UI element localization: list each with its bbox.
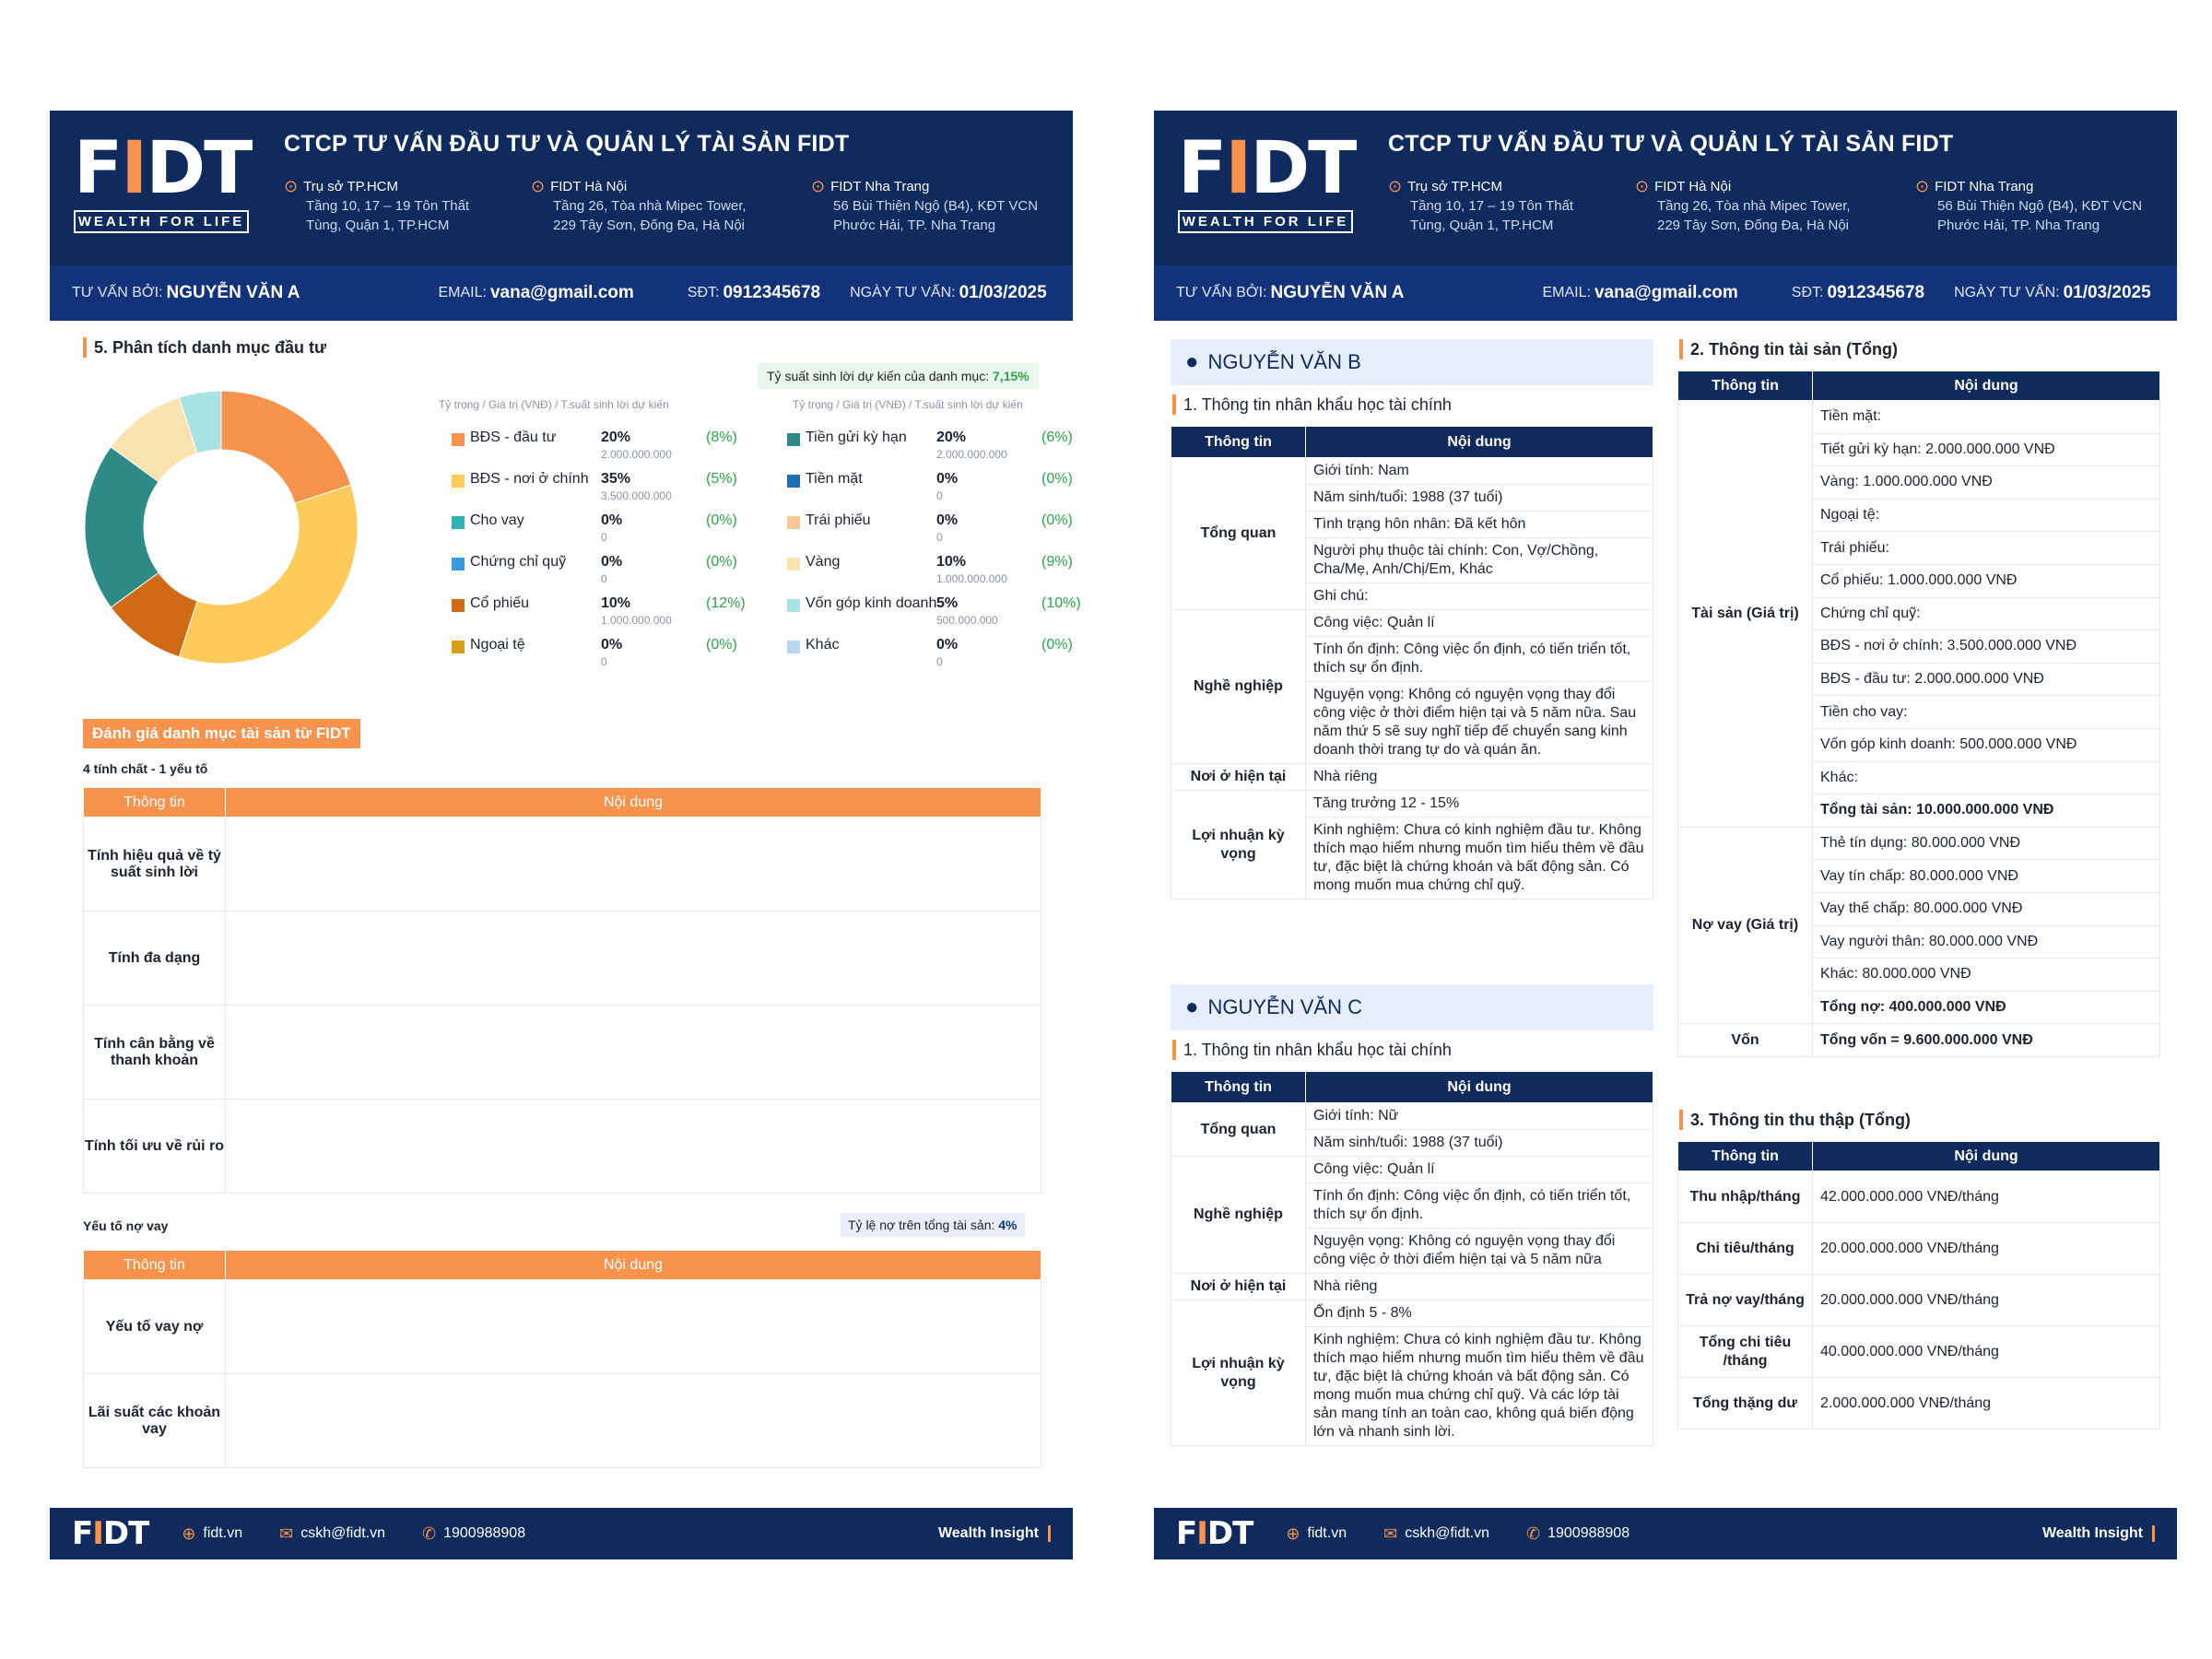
debt-total: Tổng nợ: 400.000.000 VNĐ [1813,991,2160,1024]
legend-label: Vốn góp kinh doanh [806,595,937,611]
assets-label: Tài sản (Giá trị) [1678,401,1813,828]
info-cell: Năm sinh/tuổi: 1988 (37 tuổi) [1306,485,1653,512]
asset-item: Trái phiếu: [1813,532,2160,565]
office-address: 56 Bùi Thiện Ngộ (B4), KĐT VCN [833,198,1039,214]
assets-table [1677,371,2160,1057]
email-text: cskh@fidt.vn [1405,1525,1490,1541]
mail-icon: ✉ [279,1524,294,1543]
row-label: Yếu tố vay nợ [84,1280,226,1374]
footer-email[interactable] [1383,1524,1489,1544]
expected-return-value: 7,15% [993,369,1030,383]
person-icon: ● [1185,994,1199,1019]
legend-return: (5%) [706,471,737,487]
legend-value: 3.500.000.000 [601,489,672,502]
asset-item: Vốn góp kinh doanh: 500.000.000 VNĐ [1813,728,2160,761]
company-name: CTCP TƯ VẤN ĐẦU TƯ VÀ QUẢN LÝ TÀI SẢN FIDT [284,131,850,157]
legend-swatch [787,475,800,488]
office-address: 229 Tây Sơn, Đống Đa, Hà Nội [553,218,746,233]
footer-phone[interactable] [1526,1524,1630,1544]
legend-item [787,511,1119,551]
legend-value: 0 [936,655,943,668]
advisor-name: NGUYỄN VĂN A [1270,283,1405,302]
footer-website[interactable] [182,1524,242,1544]
row-label: Tính cân bằng về thanh khoản [84,1006,226,1100]
info-cell: Kinh nghiệm: Chưa có kinh nghiệm đầu tư. Không thích mạo hiểm nhưng muốn tìm hiểu thêm về đầu tư, đặc biệt là chứng khoán và bất động sản. Có mong muốn mua chứng chỉ quỹ. [1306,818,1653,900]
office-title: FIDT Nha Trang [1935,179,2034,194]
legend-item [787,635,1119,676]
evaluation-table [83,787,1041,1194]
legend-value: 0 [601,531,607,544]
legend-value: 0 [601,655,607,668]
legend-label: Cổ phiếu [470,595,530,611]
row-label: Nghề nghiệp [1171,610,1306,764]
donut-slice [221,391,351,503]
location-pin-icon: ⊙ [1635,177,1650,195]
legend-label: Trái phiếu [806,512,871,528]
column-header-info: Thông tin [1171,1072,1306,1103]
footer-brand: Wealth Insight [938,1525,1051,1542]
advisor-bar [1154,265,2177,321]
table-row [84,1374,1041,1468]
office-hanoi [531,177,761,235]
office-title: FIDT Hà Nội [1654,179,1732,194]
legend-header: Tỷ trọng / Giá trị (VNĐ) / T.suất sinh lời dự kiến [793,398,1023,411]
date-label: NGÀY TƯ VẤN: [850,285,956,300]
info-cell: Tính ổn định: Công việc ổn định, có tiến triển tốt, thích sự ổn định. [1306,1183,1653,1229]
location-pin-icon: ⊙ [531,177,546,195]
debt-item: Vay tín chấp: 80.000.000 VNĐ [1813,860,2160,893]
consult-date: 01/03/2025 [2063,283,2151,302]
legend-return: (6%) [1041,429,1073,445]
consult-date: 01/03/2025 [959,283,1047,302]
legend-label: Tiền mặt [806,471,863,487]
income-value: 2.000.000.000 VNĐ/tháng [1813,1378,2160,1430]
row-label: Nơi ở hiện tại [1171,1274,1306,1300]
row-content [226,912,1041,1006]
equity-total: Tổng vốn = 9.600.000.000 VNĐ [1813,1024,2160,1057]
debt-item: Vay người thân: 80.000.000 VNĐ [1813,925,2160,959]
legend-return: (0%) [1041,471,1073,487]
legend-weight: 35% [601,471,631,487]
income-value: 20.000.000.000 VNĐ/tháng [1813,1275,2160,1326]
legend-swatch [452,599,465,612]
person-b-banner [1171,339,1653,385]
legend-weight: 10% [936,554,967,570]
column-header-info: Thông tin [84,788,226,818]
column-header-content: Nội dung [1306,427,1653,458]
phone-icon: ✆ [1526,1524,1541,1543]
asset-item: BĐS - nơi ở chính: 3.500.000.000 VNĐ [1813,630,2160,664]
legend-value: 500.000.000 [936,614,998,627]
location-pin-icon: ⊙ [284,177,299,195]
email-label: EMAIL: [438,285,487,300]
globe-icon: ⊕ [182,1524,196,1543]
column-header-info: Thông tin [1171,427,1306,458]
legend-header: Tỷ trọng / Giá trị (VNĐ) / T.suất sinh lời dự kiến [439,398,669,411]
advisor-email: vana@gmail.com [489,283,634,302]
asset-item: Tiền cho vay: [1813,696,2160,729]
person-c-banner [1171,984,1653,1030]
equity-label: Vốn [1678,1024,1813,1057]
demographics-title: 1. Thông tin nhân khẩu học tài chính [1172,394,1452,415]
legend-return: (10%) [1041,595,1081,611]
info-cell: Nhà riêng [1306,1274,1653,1300]
row-content [226,1006,1041,1100]
legend-return: (0%) [706,512,737,528]
legend-value: 0 [601,572,607,585]
row-label: Nghề nghiệp [1171,1157,1306,1274]
debt-ratio-chip [841,1213,1025,1237]
row-content [226,818,1041,912]
logo-tagline: WEALTH FOR LIFE [74,210,249,233]
legend-label: Chứng chỉ quỹ [470,554,567,570]
advisor-phone: 0912345678 [723,283,821,302]
legend-value: 2.000.000.000 [601,448,672,461]
legend-swatch [452,641,465,653]
legend-label: Vàng [806,554,841,570]
location-pin-icon: ⊙ [811,177,826,195]
income-label: Trả nợ vay/tháng [1678,1275,1813,1326]
date-label: NGÀY TƯ VẤN: [1954,285,2060,300]
email-text: cskh@fidt.vn [300,1525,386,1541]
legend-item [787,428,1119,468]
expected-return-chip [758,363,1039,389]
page-header [50,111,1073,321]
legend-weight: 20% [936,429,967,445]
legend-weight: 20% [601,429,631,445]
legend-return: (9%) [1041,554,1073,570]
row-label: Lợi nhuận kỳ vọng [1171,791,1306,900]
expected-return-label: Tỷ suất sinh lời dự kiến của danh mục: [767,369,990,383]
footer-email[interactable] [279,1524,385,1544]
company-name: CTCP TƯ VẤN ĐẦU TƯ VÀ QUẢN LÝ TÀI SẢN FIDT [1388,131,1954,157]
location-pin-icon: ⊙ [1915,177,1930,195]
income-label: Tổng thặng dư [1678,1378,1813,1430]
advisor-phone: 0912345678 [1827,283,1925,302]
debt-item: Thẻ tín dụng: 80.000.000 VNĐ [1813,827,2160,860]
legend-item [452,594,783,634]
office-address: Tùng, Quận 1, TP.HCM [1410,218,1554,233]
office-hcm [1388,177,1618,235]
table-row [84,1006,1041,1100]
legend-return: (0%) [1041,512,1073,528]
row-label: Lợi nhuận kỳ vọng [1171,1300,1306,1446]
advisor-label: TƯ VẤN BỞI: [1176,285,1267,300]
page-footer [50,1508,1073,1559]
info-cell: Năm sinh/tuổi: 1988 (37 tuổi) [1306,1130,1653,1157]
office-address: Phước Hải, TP. Nha Trang [1937,218,2100,233]
legend-weight: 0% [936,512,959,528]
debt-ratio-label: Tỷ lệ nợ trên tổng tài sản: [848,1218,995,1232]
column-header-content: Nội dung [1813,1142,2160,1171]
info-cell: Kinh nghiệm: Chưa có kinh nghiệm đầu tư. Không thích mạo hiểm nhưng muốn tìm hiểu thêm về đầu tư, đặc biệt là chứng khoán và bất động sản. Có mong muốn mua chứng chỉ quỹ. Và các lớp tài sản mang tính an toàn cao, không quá biến động lớn và nhanh sinh lời. [1306,1327,1653,1446]
asset-item: Khác: [1813,761,2160,794]
website-text: fidt.vn [1307,1525,1347,1541]
office-address: Tầng 10, 17 – 19 Tôn Thất [306,198,470,214]
legend-swatch [452,433,465,446]
legend-item [787,594,1119,634]
office-title: FIDT Nha Trang [830,179,930,194]
info-cell: Giới tính: Nam [1306,458,1653,485]
report-page-client-info [1154,111,2177,1559]
report-page-portfolio [50,111,1081,1559]
phone-icon: ✆ [422,1524,437,1543]
office-address: Tầng 10, 17 – 19 Tôn Thất [1410,198,1574,214]
income-label: Tổng chi tiêu /tháng [1678,1326,1813,1378]
office-address: Tầng 26, Tòa nhà Mipec Tower, [1657,198,1851,214]
legend-item [452,428,783,468]
legend-label: Tiền gửi kỳ hạn [806,429,907,445]
legend-return: (0%) [706,554,737,570]
demographics-title: 1. Thông tin nhân khẩu học tài chính [1172,1040,1452,1060]
office-title: Trụ sở TP.HCM [1407,179,1502,194]
legend-return: (0%) [1041,637,1073,653]
advisor-name: NGUYỄN VĂN A [166,283,300,302]
assets-total: Tổng tài sản: 10.000.000.000 VNĐ [1813,794,2160,828]
office-title: Trụ sở TP.HCM [303,179,398,194]
column-header-info: Thông tin [1678,1142,1813,1171]
info-cell: Công việc: Quản lí [1306,1157,1653,1183]
section-title-portfolio: 5. Phân tích danh mục đầu tư [83,337,326,358]
legend-weight: 0% [601,637,623,653]
table-row [84,912,1041,1006]
globe-icon: ⊕ [1286,1524,1300,1543]
fidt-logo: FIDT WEALTH FOR LIFE [74,133,249,236]
info-cell: Công việc: Quản lí [1306,610,1653,637]
asset-item: Vàng: 1.000.000.000 VNĐ [1813,466,2160,500]
debt-item: Vay thế chấp: 80.000.000 VNĐ [1813,892,2160,925]
income-table [1677,1141,2160,1430]
demographics-table-b [1171,426,1653,900]
legend-weight: 0% [936,471,959,487]
donut-slice [179,485,358,664]
info-cell: Nhà riêng [1306,764,1653,791]
office-address: Phước Hải, TP. Nha Trang [833,218,996,233]
office-hanoi [1635,177,1865,235]
legend-value: 1.000.000.000 [601,614,672,627]
person-name: NGUYỄN VĂN C [1207,995,1362,1018]
asset-item: BĐS - đầu tư: 2.000.000.000 VNĐ [1813,663,2160,696]
debt-label: Nợ vay (Giá trị) [1678,827,1813,1024]
row-label: Tính hiệu quả về tỷ suất sinh lời [84,818,226,912]
income-value: 40.000.000.000 VNĐ/tháng [1813,1326,2160,1378]
office-address: 229 Tây Sơn, Đống Đa, Hà Nội [1657,218,1850,233]
legend-swatch [787,599,800,612]
website-text: fidt.vn [203,1525,243,1541]
demographics-table-c [1171,1071,1653,1446]
location-pin-icon: ⊙ [1388,177,1403,195]
info-cell: Ổn định 5 - 8% [1306,1300,1653,1327]
phone-text: 1900988908 [443,1525,526,1541]
row-content [226,1280,1041,1374]
column-header-content: Nội dung [1306,1072,1653,1103]
office-address: Tùng, Quận 1, TP.HCM [306,218,450,233]
fidt-logo: FIDT WEALTH FOR LIFE [1178,133,1353,236]
row-content [226,1100,1041,1194]
legend-swatch [452,558,465,571]
row-label: Tổng quan [1171,458,1306,610]
info-cell: Tính ổn định: Công việc ổn định, có tiến triển tốt, thích sự ổn định. [1306,637,1653,682]
legend-item [452,511,783,551]
info-cell: Tình trạng hôn nhân: Đã kết hôn [1306,512,1653,538]
row-content [226,1374,1041,1468]
income-label: Chi tiêu/tháng [1678,1223,1813,1275]
debt-table [83,1250,1041,1468]
legend-label: BĐS - đầu tư [470,429,557,445]
column-header-content: Nội dung [226,788,1041,818]
legend-item [452,635,783,676]
column-header-info: Thông tin [1678,371,1813,401]
office-address: Tầng 26, Tòa nhà Mipec Tower, [553,198,747,214]
footer-phone[interactable] [422,1524,525,1544]
legend-swatch [452,475,465,488]
office-hcm [284,177,514,235]
income-value: 42.000.000.000 VNĐ/tháng [1813,1171,2160,1223]
legend-weight: 0% [601,512,623,528]
phone-label: SĐT: [687,285,720,300]
legend-swatch [787,433,800,446]
legend-return: (12%) [706,595,746,611]
legend-item [452,552,783,593]
legend-weight: 5% [936,595,959,611]
legend-swatch [787,641,800,653]
legend-item [787,552,1119,593]
legend-weight: 0% [936,637,959,653]
footer-logo: FIDT [72,1515,149,1552]
office-nhatrang [1915,177,2146,235]
info-cell: Ghi chú: [1306,583,1653,610]
row-label: Lãi suất các khoản vay [84,1374,226,1468]
info-cell: Người phụ thuộc tài chính: Con, Vợ/Chồng, Cha/Mẹ, Anh/Chị/Em, Khác [1306,538,1653,583]
row-label: Tính tối ưu về rủi ro [84,1100,226,1194]
info-cell: Nguyện vọng: Không có nguyện vọng thay đổi công việc ở thời điểm hiện tại và 5 năm nữa [1306,1229,1653,1274]
legend-swatch [452,516,465,529]
assets-title: 2. Thông tin tài sản (Tổng) [1679,339,1898,359]
table-row [84,1100,1041,1194]
asset-item: Tiết gửi kỳ hạn: 2.000.000.000 VNĐ [1813,433,2160,466]
legend-item [452,469,783,510]
legend-swatch [787,516,800,529]
legend-value: 0 [936,489,943,502]
legend-item [787,469,1119,510]
row-label: Nơi ở hiện tại [1171,764,1306,791]
legend-label: Khác [806,637,840,653]
legend-swatch [787,558,800,571]
legend-weight: 0% [601,554,623,570]
asset-item: Ngoại tệ: [1813,499,2160,532]
column-header-content: Nội dung [1813,371,2160,401]
advisor-email: vana@gmail.com [1594,283,1738,302]
income-title: 3. Thông tin thu thập (Tổng) [1679,1110,1911,1130]
debt-item: Khác: 80.000.000 VNĐ [1813,959,2160,992]
legend-value: 1.000.000.000 [936,572,1007,585]
person-icon: ● [1185,349,1199,374]
footer-logo: FIDT [1176,1515,1253,1552]
debt-subtitle: Yếu tố nợ vay [83,1218,169,1233]
legend-return: (0%) [706,637,737,653]
person-name: NGUYỄN VĂN B [1207,350,1361,373]
asset-item: Cổ phiếu: 1.000.000.000 VNĐ [1813,564,2160,597]
phone-text: 1900988908 [1547,1525,1630,1541]
footer-brand: Wealth Insight [2042,1525,2155,1542]
page-footer [1154,1508,2177,1559]
legend-label: Cho vay [470,512,524,528]
logo-tagline: WEALTH FOR LIFE [1178,210,1353,233]
row-label: Tổng quan [1171,1103,1306,1157]
column-header-info: Thông tin [84,1251,226,1280]
office-nhatrang [811,177,1041,235]
legend-weight: 10% [601,595,631,611]
footer-website[interactable] [1286,1524,1347,1544]
advisor-bar [50,265,1073,321]
asset-item: Tiền mặt: [1813,401,2160,434]
portfolio-donut-chart [83,389,359,665]
legend-value: 2.000.000.000 [936,448,1007,461]
asset-item: Chứng chỉ quỹ: [1813,597,2160,630]
income-label: Thu nhập/tháng [1678,1171,1813,1223]
legend-label: BĐS - nơi ở chính [470,471,589,487]
legend-value: 0 [936,531,943,544]
mail-icon: ✉ [1383,1524,1398,1543]
column-header-content: Nội dung [226,1251,1041,1280]
info-cell: Giới tính: Nữ [1306,1103,1653,1130]
info-cell: Tăng trưởng 12 - 15% [1306,791,1653,818]
email-label: EMAIL: [1542,285,1591,300]
debt-ratio-value: 4% [998,1218,1018,1232]
info-cell: Nguyện vọng: Không có nguyện vọng thay đổi công việc ở thời điểm hiện tại và 5 năm nữa. Sau năm thứ 5 sẽ suy nghĩ tiếp đế chuyển sang kinh doanh thời trang tự do và quán ăn. [1306,682,1653,764]
properties-subtitle: 4 tính chất - 1 yếu tố [83,761,208,776]
legend-return: (8%) [706,429,737,445]
row-label: Tính đa dạng [84,912,226,1006]
evaluation-tag: Đánh giá danh mục tài sản từ FIDT [83,719,360,748]
table-row [84,1280,1041,1374]
advisor-label: TƯ VẤN BỞI: [72,285,163,300]
page-header [1154,111,2177,321]
legend-label: Ngoại tệ [470,637,525,653]
phone-label: SĐT: [1791,285,1824,300]
office-title: FIDT Hà Nội [550,179,628,194]
table-row [84,818,1041,912]
office-address: 56 Bùi Thiện Ngộ (B4), KĐT VCN [1937,198,2143,214]
income-value: 20.000.000.000 VNĐ/tháng [1813,1223,2160,1275]
